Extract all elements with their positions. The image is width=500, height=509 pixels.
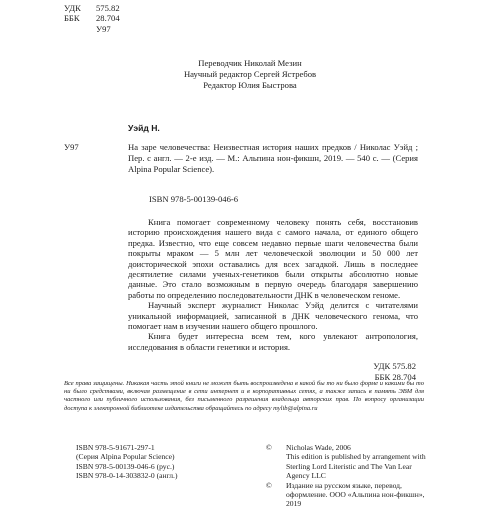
copyright-line [266,443,426,452]
copyright-line [266,452,426,480]
copyright-text: This edition is published by arrangement with Sterling Lord Literistic and The Van Lear Agency LLC [286,452,426,481]
credits-block [0,58,500,92]
copyright-block [266,443,426,509]
copyright-mark: © [266,480,272,490]
annotation-paragraph: Книга помогает современному человеку понять себя, восстановив историю происхождения нашего вида с самого начала, от единого общего предка. Известно, что еще совсем недавно первые шаги человечества были покрыты мраком — 5 млн лет человеческой эволюции и 50 000 лет доисторической эпохи оставались для всех загадкой. Лишь в последнее десятилетие силами ученых-генетиков были открыты абсолютно новые данные. Это стало возможным в первую очередь благодаря завершению работы по определению последовательности ДНК в человеческом геноме. [128,217,418,300]
copyright-mark [266,452,286,480]
udk-key: УДК [64,3,81,13]
isbn-line: ISBN 978-5-00139-046-6 (рус.) [76,461,175,471]
udk-bottom: УДК 575.82 [373,361,416,371]
copyright-text: Nicholas Wade, 2006 [286,443,351,452]
annotation [128,217,418,352]
editor-credit: Редактор Юлия Быстрова [203,80,297,91]
isbn-line: ISBN 978-0-14-303832-0 (англ.) [76,471,178,481]
isbn-line: ISBN 978-5-91671-297-1 [76,443,155,452]
author-heading: Уэйд Н. [128,123,160,133]
rights-notice: Все права защищены. Никакая часть этой книги не может быть воспроизведена в какой бы то ни было форме и какими бы то ни было средствами, включая размещение в сети интернет и в корпоративных сетях, а также запись в память ЭВМ для частного или публичного использования, без письменного разрешения владельца авторских прав. По вопросу организации доступа к электронной библиотеке издательства обращайтесь по адресу mylib@alpina.ru [64,380,424,412]
bbk-row [64,13,120,23]
isbn-list [76,443,177,481]
bbk-bottom: ББК 28.704 [374,371,416,382]
scientific-editor-credit: Научный редактор Сергей Ястребов [183,69,317,80]
bbk-key: ББК [64,13,80,24]
udk-row [64,3,120,13]
translator-credit: Переводчик Николай Мезин [198,58,302,68]
classification-block-bottom [373,361,416,382]
bibliographic-description: На заре человечества: Неизвестная история наших предков / Николас Уэйд ; Пер. с англ. — 2-е изд. — М.: Альпина нон-фикшн, 2019. — 540 с. — (Серия Alpina Popular Science). [128,142,418,174]
copyright-mark: © [266,443,272,452]
annotation-paragraph: Научный эксперт журналист Николас Уэйд делится с читателями уникальной информацией, записанной в ДНК человеческого генома, что помогает нам в изучении нашего общего прошлого. [128,300,418,332]
annotation-paragraph: Книга будет интересна всем тем, кого увлекают антропология, исследования в области генетики и история. [128,331,418,352]
bbk-value: 28.704 [96,13,120,24]
copyright-line [266,481,426,509]
copyright-text: Издание на русском языке, перевод, оформление. ООО «Альпина нон-фикшн», 2019 [286,480,425,509]
classification-block-top [64,3,120,34]
isbn-line: (Серия Alpina Popular Science) [76,452,175,462]
isbn-main: ISBN 978-5-00139-046-6 [149,194,239,204]
author-code-row [64,24,120,34]
author-code-left: У97 [64,142,79,152]
udk-value: 575.82 [96,3,120,13]
author-code: У97 [96,23,111,34]
